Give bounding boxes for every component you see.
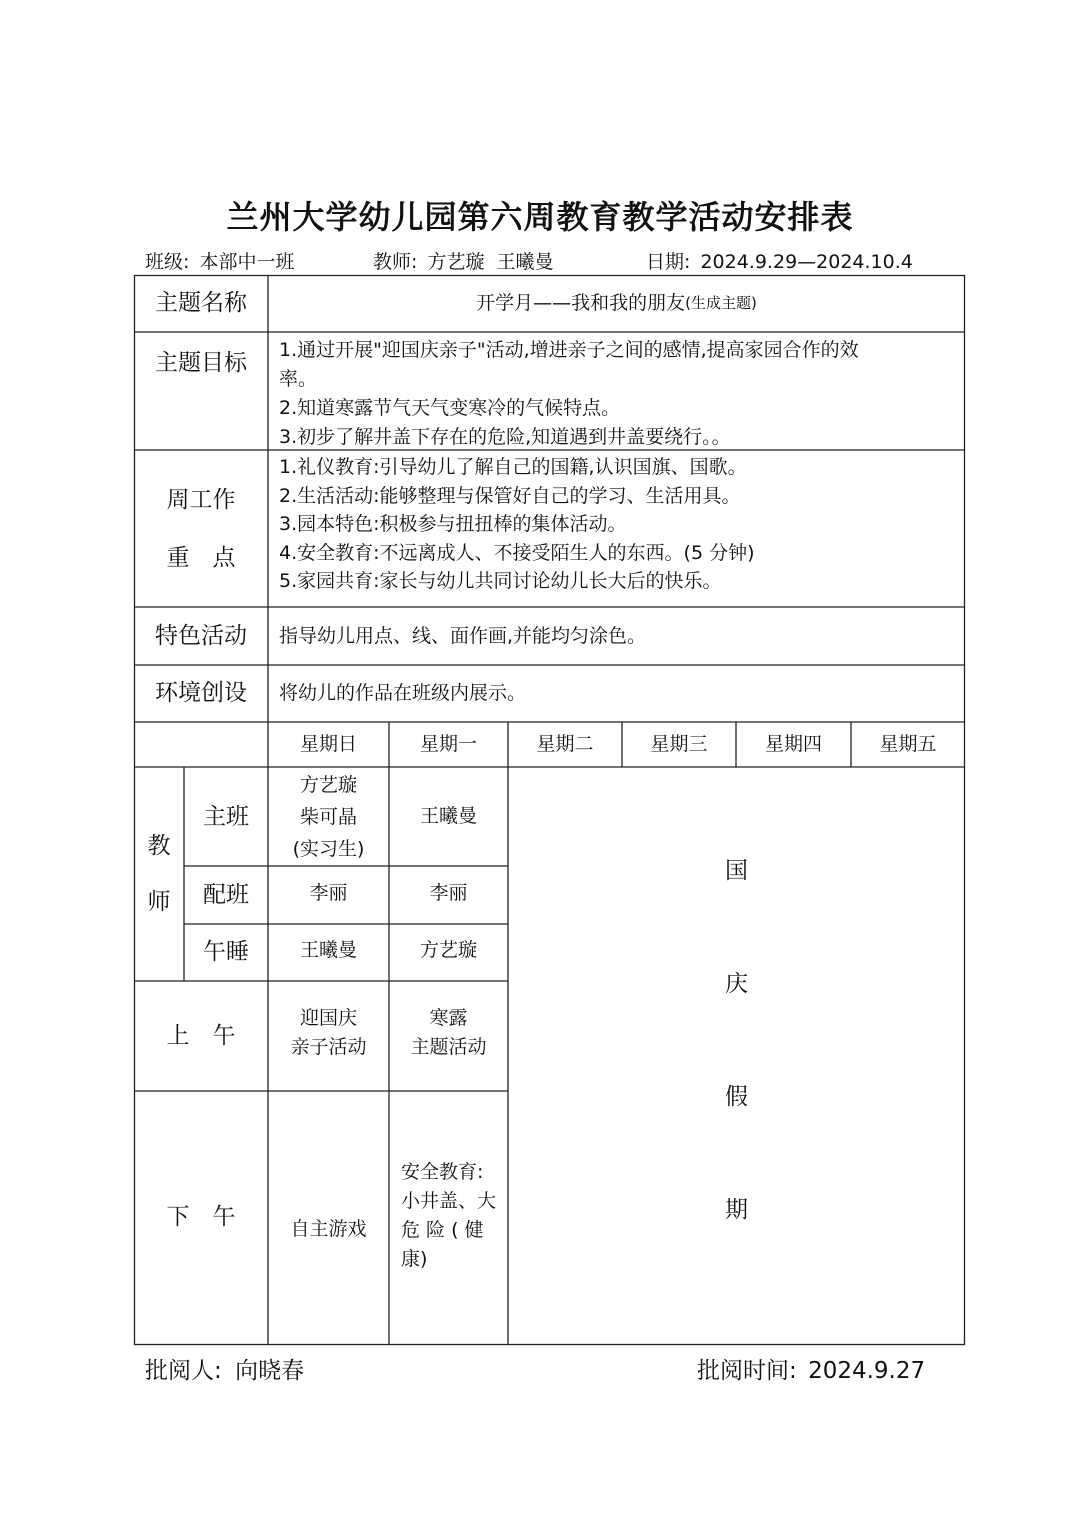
theme-name-label: 主题名称 bbox=[155, 290, 247, 317]
nap-teacher-label: 午睡 bbox=[203, 939, 249, 966]
afternoon-mon-line: 康) bbox=[400, 1248, 428, 1270]
review-time-value: 2024.9.27 bbox=[808, 1358, 926, 1384]
teacher-label: 教师: bbox=[373, 251, 418, 273]
nap-teacher-sun: 王曦曼 bbox=[299, 939, 357, 961]
week-focus-label-line1: 周工作 bbox=[166, 486, 236, 513]
week-focus-item: 2.生活活动:能够整理与保管好自己的学习、生活用具。 bbox=[279, 484, 741, 507]
week-focus-label bbox=[134, 450, 268, 607]
main-teacher-sun-line: 柴可晶 bbox=[299, 805, 357, 828]
holiday-char: 庆 bbox=[725, 971, 748, 997]
morning-sun-line: 亲子活动 bbox=[290, 1036, 367, 1058]
teacher-value: 方艺璇 王曦曼 bbox=[427, 251, 554, 273]
afternoon-mon-line: 安全教育: bbox=[400, 1161, 484, 1183]
main-teacher-label: 主班 bbox=[203, 804, 249, 830]
day-header-fri: 星期五 bbox=[879, 733, 937, 756]
theme-name-cell bbox=[268, 275, 965, 332]
morning-mon-line: 主题活动 bbox=[410, 1036, 487, 1058]
nap-teacher-mon: 方艺璇 bbox=[419, 939, 477, 961]
week-focus-item: 1.礼仪教育:引导幼儿了解自己的国籍,认识国旗、国歌。 bbox=[279, 456, 747, 478]
teacher-group-label-2: 师 bbox=[147, 889, 171, 915]
theme-name-note: (生成主题) bbox=[685, 294, 757, 313]
afternoon-label: 下 午 bbox=[166, 1203, 236, 1230]
theme-goal-label: 主题目标 bbox=[155, 349, 247, 376]
special-activity-value: 指导幼儿用点、线、面作画,并能均匀涂色。 bbox=[279, 624, 647, 647]
class-label: 班级: bbox=[145, 251, 190, 273]
morning-sun-line: 迎国庆 bbox=[299, 1007, 357, 1029]
morning-mon-line: 寒露 bbox=[429, 1007, 468, 1029]
main-teacher-mon: 王曦曼 bbox=[419, 805, 477, 828]
afternoon-mon bbox=[389, 1091, 508, 1345]
reviewer-name: 向晓春 bbox=[235, 1358, 305, 1384]
theme-goal-line: 1.通过开展"迎国庆亲子"活动,增进亲子之间的感情,提高家园合作的效 bbox=[279, 339, 859, 361]
teacher-group-label bbox=[134, 767, 184, 981]
afternoon-sun: 自主游戏 bbox=[290, 1217, 367, 1240]
teacher-group-label-1: 教 bbox=[147, 833, 171, 859]
afternoon-mon-line: 小井盖、大 bbox=[400, 1190, 496, 1212]
week-focus-item: 4.安全教育:不远离成人、不接受陌生人的东西。(5 分钟) bbox=[279, 541, 755, 564]
review-time-info bbox=[697, 1352, 925, 1385]
day-header-mon: 星期一 bbox=[419, 733, 477, 756]
theme-goal-line: 2.知道寒露节气天气变寒冷的气候特点。 bbox=[279, 397, 621, 419]
theme-goal-cell bbox=[268, 332, 965, 450]
main-teacher-sun bbox=[268, 767, 389, 866]
day-header-tue: 星期二 bbox=[536, 733, 594, 756]
week-focus-label-line2: 重 点 bbox=[166, 544, 236, 571]
reviewer-label: 批阅人: bbox=[145, 1358, 222, 1384]
environment-value: 将幼儿的作品在班级内展示。 bbox=[279, 682, 527, 705]
document-title: 兰州大学幼儿园第六周教育教学活动安排表 bbox=[226, 198, 854, 236]
theme-goal-line: 3.初步了解井盖下存在的危险,知道遇到井盖要绕行。。 bbox=[279, 426, 731, 448]
national-holiday-block bbox=[508, 767, 965, 1345]
assist-teacher-mon: 李丽 bbox=[429, 882, 468, 904]
date-value: 2024.9.29—2024.10.4 bbox=[700, 251, 913, 273]
assist-teacher-label: 配班 bbox=[203, 881, 249, 908]
date-label: 日期: bbox=[646, 251, 691, 273]
special-activity-label: 特色活动 bbox=[155, 622, 247, 649]
afternoon-mon-line: 危 险 ( 健 bbox=[400, 1219, 484, 1241]
main-teacher-sun-line: 方艺璇 bbox=[299, 773, 357, 796]
morning-sun bbox=[268, 981, 389, 1091]
morning-mon bbox=[389, 981, 508, 1091]
theme-name-value: 开学月——我和我的朋友 bbox=[476, 292, 686, 315]
assist-teacher-sun: 李丽 bbox=[309, 882, 348, 904]
main-teacher-sun-line: (实习生) bbox=[292, 837, 365, 860]
class-value: 本部中一班 bbox=[199, 251, 295, 273]
week-focus-item: 5.家园共育:家长与幼儿共同讨论幼儿长大后的快乐。 bbox=[279, 570, 722, 592]
day-header-thu: 星期四 bbox=[764, 733, 822, 756]
day-header-wed: 星期三 bbox=[650, 733, 708, 756]
review-time-label: 批阅时间: bbox=[697, 1358, 797, 1384]
week-focus-cell bbox=[268, 450, 965, 607]
reviewer-info bbox=[145, 1352, 304, 1385]
morning-label: 上 午 bbox=[166, 1022, 236, 1049]
holiday-char: 假 bbox=[725, 1084, 748, 1110]
week-focus-item: 3.园本特色:积极参与扭扭棒的集体活动。 bbox=[279, 513, 627, 535]
environment-label: 环境创设 bbox=[155, 680, 247, 707]
holiday-char: 期 bbox=[725, 1197, 748, 1223]
theme-goal-line: 率。 bbox=[279, 368, 318, 390]
holiday-char: 国 bbox=[725, 858, 748, 884]
day-header-sun: 星期日 bbox=[299, 733, 357, 756]
